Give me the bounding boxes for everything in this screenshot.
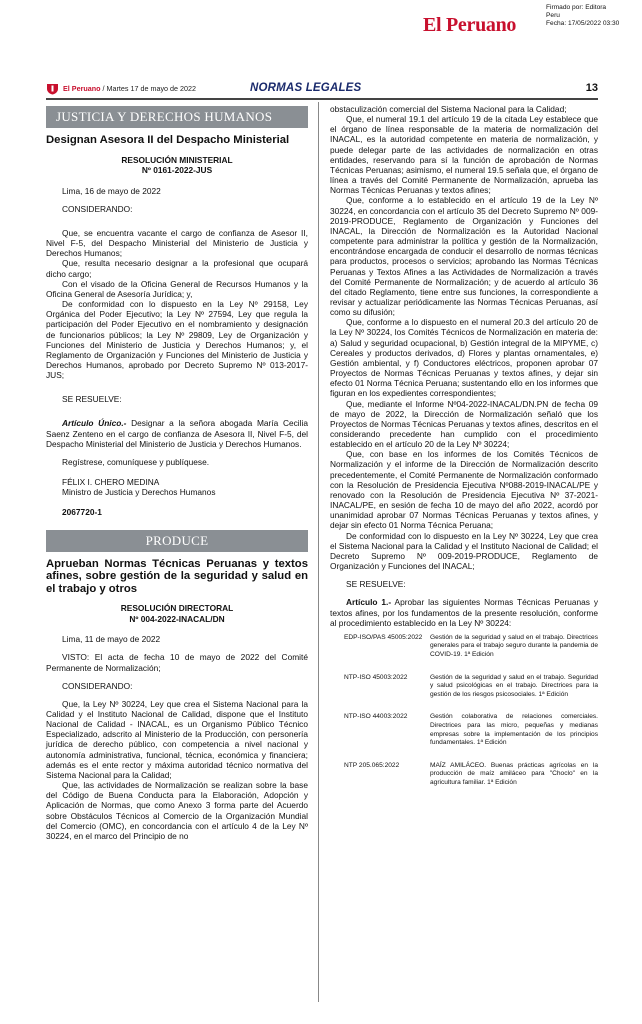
signature-line: Peru: [546, 12, 560, 20]
brand-logo: El Peruano: [423, 14, 517, 36]
norm-description: MAÍZ AMILÁCEO. Buenas prácticas agrícolas en la producción de maíz amiláceo para "Choclo" en la agricultura familiar. 1ª Edición: [430, 761, 598, 786]
left-column: [46, 104, 308, 841]
paragraph: Que, se encuentra vacante el cargo de confianza de Asesor II, Nivel F-5, del Despacho Ministerial del Ministerio de Justicia y Derechos Humanos;: [46, 227, 308, 259]
paragraph: Que, la Ley Nº 30224, Ley que crea el Sistema Nacional para la Calidad y el Instituto Nacional de Calidad, dispone que el Instituto Nacional de Calidad - INACAL, es un Organismo Público Técnico Especializado, adscrito al Ministerio de la Producción, con personería jurídica de derecho público, con competencia a nivel nacional y autonomía administrativa, funcional, técnica, económica y financiera; además es el ente rector y máxima autoridad técnico normativa del Sistema Nacional para la Calidad;: [46, 698, 308, 780]
right-column: [330, 104, 598, 802]
paragraph: Que, las actividades de Normalización se realizan sobre la base del Código de Buena Conducta para la Elaboración, Adopción y Aplicación de Normas, que como Anexo 3 forma parte del Acuerdo sobre Obstáculos Técnicos al Comercio de la Organización Mundial del Comercio (OMC), en concordancia con el artículo 4 de la Ley Nº 30224, en el marco del Principio de no: [46, 780, 308, 841]
resuelve-heading: SE RESUELVE:: [346, 579, 406, 590]
paragraph: De conformidad con lo dispuesto en la Ley Nº 29158, Ley Orgánica del Poder Ejecutivo; la Ley Nº 27594, Ley que regula la participación del Poder Ejecutivo en el nombramiento y designación de funcionarios públicos; la Ley Nº 29809, Ley de Organización y Funciones del Ministerio de Justicia y Derechos Humanos; y, el Reglamento de Organización y Funciones del Ministerio de Justicia y Derechos Humanos, aprobado por Decreto Supremo Nº 013-2017-JUS;: [46, 299, 308, 381]
column-divider: [318, 102, 319, 1002]
norm-row: [330, 713, 598, 747]
signer-role: Ministro de Justicia y Derechos Humanos: [62, 487, 216, 498]
considerando-heading: CONSIDERANDO:: [62, 680, 133, 691]
norm-description: Gestión colaborativa de relaciones comerciales. Directrices para las micro, pequeñas y medianas empresas sobre la implementación de los principios fundamentales. 1ª Edición: [430, 713, 598, 747]
norm-code: NTP 205.065:2022: [344, 761, 400, 769]
paragraph: Con el visado de la Oficina General de Recursos Humanos y la Oficina General de Asesoría Jurídica; y,: [46, 278, 308, 299]
resolution-number: Nº 004-2022-INACAL/DN: [129, 613, 225, 624]
closing-formula: Regístrese, comuníquese y publíquese.: [62, 456, 210, 467]
section-heading: NORMAS LEGALES: [250, 82, 362, 94]
paragraph: Que, el numeral 19.1 del artículo 19 de la citada Ley establece que el órgano de línea responsable de la materia de normalización del INACAL, es la autoridad competente en materia de normalización, y puede delegar parte de las actividades de normalización en otras entidades, reservando para sí la función de aprobación de Normas Técnicas Peruanas; asimismo, el numeral 19.5 señala que, el órgano de línea a través del Comité Permanente de Normalización, aprueba las Normas Técnicas Peruanas y textos afines;: [330, 114, 598, 196]
paragraph: Que, conforme a lo dispuesto en el numeral 20.3 del artículo 20 de la Ley Nº 30224, los Comités Técnicos de Normalización en materia de: a) Salud y seguridad ocupacional, b) Gestión integral de la MIPYME, c) Cereales y productos derivados, d) Flores y plantas ornamentales, e) Gestión ambiental, y f) Conductores eléctricos, proponen aprobar 07 Proyectos de Normas Técnicas Peruanas y textos afines, y dejar sin efecto 01 Norma Técnica Peruana; sustentando ello en los informes que figuran en los expedientes correspondientes;: [330, 317, 598, 399]
norms-table: [330, 634, 598, 788]
norm-code: NTP-ISO 45003:2022: [344, 673, 408, 681]
signer-block: [46, 477, 308, 497]
article-text: Designar a la señora abogada María Cecilia Saenz Zenteno en el cargo de confianza de Asesora II, Nivel F-5, del Despacho Ministerial del Ministerio de Justicia y Derechos Humanos.: [46, 418, 308, 449]
publication-code: 2067720-1: [62, 507, 102, 518]
article-paragraph: [330, 597, 598, 627]
paragraph: De conformidad con lo dispuesto en la Ley Nº 30224, Ley que crea el Sistema Nacional para la Calidad y el Instituto Nacional de Calidad; el Decreto Supremo Nº 009-2019-PRODUCE, Reglamento de Organización y Funciones del INACAL;: [330, 530, 598, 572]
section-band-produce: PRODUCE: [46, 530, 308, 552]
norm-row: [330, 762, 598, 788]
signature-line: Firmado por: Editora: [546, 4, 607, 11]
article-title: Designan Asesora II del Despacho Ministerial: [46, 134, 290, 147]
header-date: / Martes 17 de mayo de 2022: [100, 84, 197, 93]
article-label: Artículo 1.-: [346, 597, 392, 608]
paragraph: obstaculización comercial del Sistema Nacional para la Calidad;: [330, 104, 567, 114]
norm-code: NTP-ISO 44003:2022: [344, 713, 408, 721]
paragraph: Que, con base en los informes de los Comités Técnicos de Normalización y el informe de la Dirección de Normalización descrito precedentemente, el Comité Permanente de Normalización conformado con la Resolución de Presidencia Ejecutiva Nº088-2019-INACAL/PE y renovado con la Resolución de Presidencia Ejecutiva Nº 37-2021-INACAL/PE, en sesión de fecha 10 de mayo del año 2022, acordó por unanimidad aprobar 07 Normas Técnicas Peruanas y textos afines, y dejar sin efecto 01 Norma Técnica Peruana;: [330, 449, 598, 531]
signature-line: Fecha: 17/05/2022 03:30: [546, 20, 620, 28]
signer-name: FÉLIX I. CHERO MEDINA: [62, 477, 160, 488]
header-issue: [63, 84, 196, 93]
running-header: [46, 82, 598, 98]
resolution-type: RESOLUCIÓN MINISTERIAL: [121, 154, 233, 165]
norm-row: [330, 634, 598, 660]
article-text: Aprobar las siguientes Normas Técnicas Peruanas y textos afines, por los fundamentos de la presente resolución, conforme al procedimiento establecido en la Ley Nº 30224:: [330, 597, 599, 628]
header-rule: [46, 98, 598, 100]
norm-description: Gestión de la seguridad y salud en el trabajo. Directrices generales para el trabajo seguro durante la pandemia de COVID-19. 1ª Edición: [430, 633, 598, 658]
paragraph: Que, conforme a lo establecido en el artículo 19 de la Ley Nº 30224, en concordancia con el artículo 35 del Decreto Supremo Nº 009-2019-PRODUCE, Reglamento de Organización y Funciones del INACAL, la Dirección de Normalización es la Autoridad Nacional competente para administrar la política y gestión de la Normalización, encontrándose encargada de conducir el desarrollo de normas técnicas para productos, procesos o servicios; aprobando las Normas Técnicas Peruanas y Textos Afines a las Actividades de Normalización a través del Comité Permanente de Normalización; y de acuerdo al artículo 36 del citado Reglamento, tiene entre sus funciones, la correspondiente a revisar y actualizar periódicamente las Normas Técnicas Peruanas, así como su difusión;: [330, 195, 598, 318]
peru-shield-icon: [46, 83, 59, 95]
norm-code: EDP-ISO/PAS 45005:2022: [344, 633, 423, 641]
place-date: Lima, 16 de mayo de 2022: [62, 185, 161, 196]
article-label: Artículo Único.-: [62, 418, 127, 429]
page-number: 13: [585, 82, 598, 94]
resolution-heading: [46, 603, 308, 624]
paragraph: Que, resulta necesario designar a la profesional que ocupará dicho cargo;: [46, 258, 308, 279]
article-paragraph: [46, 418, 308, 448]
digital-signature: [546, 4, 619, 29]
norm-row: [330, 674, 598, 700]
header-brand: El Peruano: [63, 84, 101, 93]
place-date: Lima, 11 de mayo de 2022: [62, 634, 161, 645]
norm-description: Gestión de la seguridad y salud en el trabajo. Seguridad y salud psicológicas en el trabajo. Directrices para la gestión de los riesgos psicosociales. 1ª Edición: [430, 673, 598, 698]
paragraph: Que, mediante el Informe Nº04-2022-INACAL/DN.PN de fecha 09 de mayo de 2022, la Dirección de Normalización señaló que los Proyectos de Normas Técnicas Peruanas y textos afines, descritos en el considerando precedente han cumplido con el procedimiento establecido en el artículo 20 de la Ley Nº 30224;: [330, 398, 598, 450]
section-band-justicia: JUSTICIA Y DERECHOS HUMANOS: [46, 106, 308, 128]
resolution-number: Nº 0161-2022-JUS: [141, 165, 213, 176]
article-title: Aprueban Normas Técnicas Peruanas y textos afines, sobre gestión de la seguridad y salud en el trabajo y otros: [46, 557, 308, 595]
visto-paragraph: VISTO: El acta de fecha 10 de mayo de 2022 del Comité Permanente de Normalización;: [46, 652, 308, 673]
resolution-heading: [46, 155, 308, 176]
resuelve-heading: SE RESUELVE:: [62, 394, 122, 405]
considerando-heading: CONSIDERANDO:: [62, 203, 133, 214]
resolution-type: RESOLUCIÓN DIRECTORAL: [120, 603, 234, 614]
